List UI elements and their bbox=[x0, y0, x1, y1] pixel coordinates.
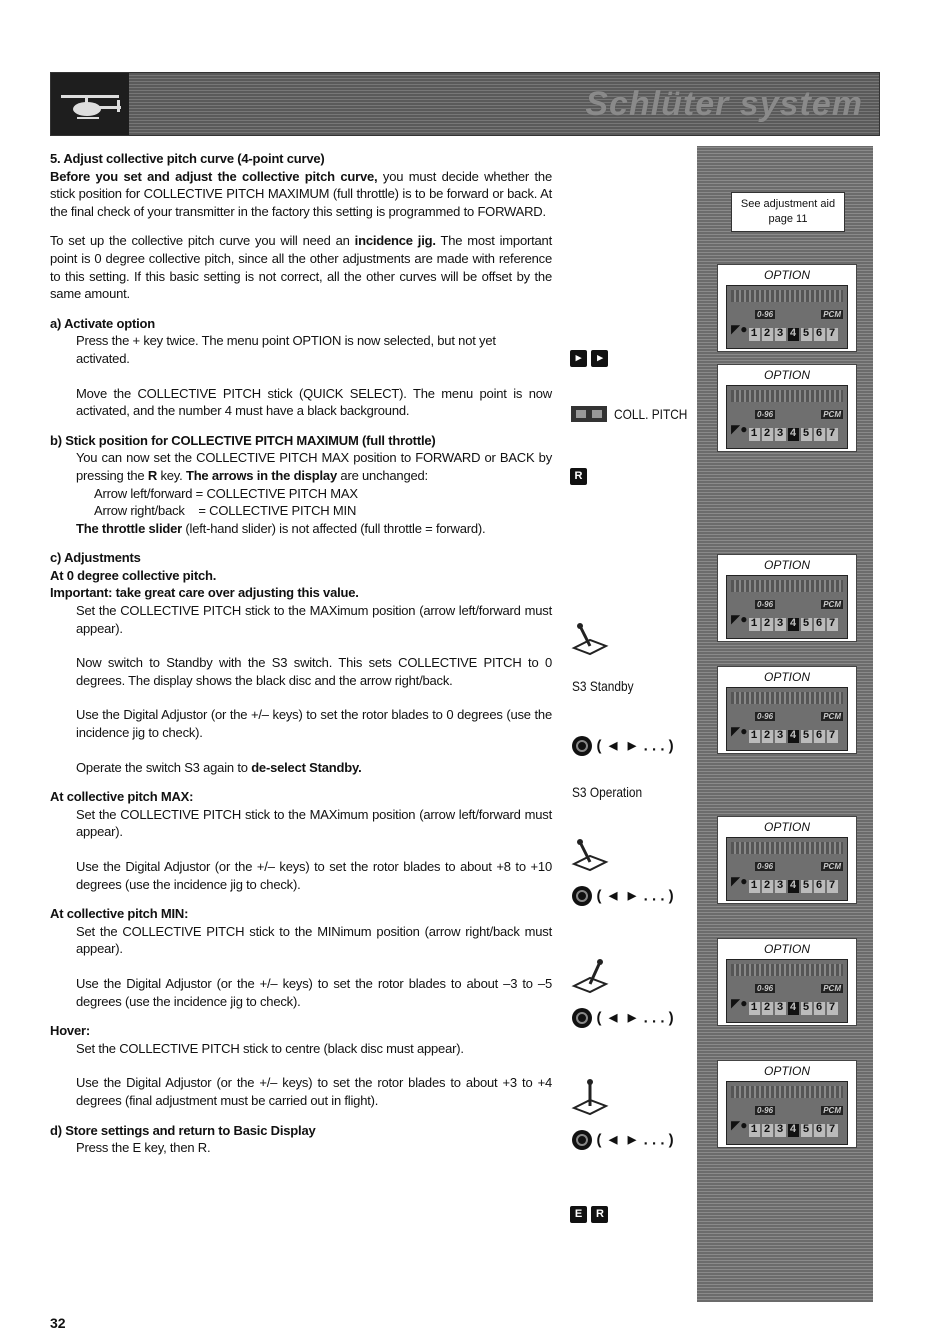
lcd-digit: 5 bbox=[802, 428, 811, 440]
lcd-digit: 6 bbox=[815, 428, 824, 440]
sidebar bbox=[697, 146, 873, 1302]
arrow-disc-icon: ◤● bbox=[731, 612, 748, 626]
jig-text-bold: incidence jig. bbox=[354, 233, 436, 249]
lcd-bar bbox=[731, 1086, 843, 1098]
page-number: 32 bbox=[50, 1315, 66, 1331]
hover-heading: Hover: bbox=[50, 1023, 90, 1039]
lcd-screen bbox=[726, 687, 848, 751]
lcd-digit: 2 bbox=[763, 428, 772, 440]
r-key-icon: R bbox=[591, 1206, 608, 1223]
max-p2: Use the Digital Adjustor (or the +/– keys) to set the rotor blades to about +8 to +10 degrees (use the incidence jig to check). bbox=[76, 859, 552, 892]
lcd-digit: 3 bbox=[776, 730, 785, 742]
lcd-digit-row bbox=[749, 730, 840, 743]
plus-key-icon: ▸ bbox=[570, 350, 587, 367]
step-a-heading: a) Activate option bbox=[50, 315, 155, 331]
arrow-max-line: Arrow left/forward = COLLECTIVE PITCH MAX bbox=[94, 485, 358, 501]
intro-paragraph bbox=[50, 168, 552, 221]
display-title: OPTION bbox=[763, 942, 810, 956]
zero-p3: Use the Digital Adjustor (or the +/– keys) to set the rotor blades to 0 degrees (use the incidence jig to check). bbox=[76, 707, 552, 741]
lcd-digit: 5 bbox=[802, 1124, 811, 1136]
lcd-digit: 6 bbox=[815, 328, 824, 340]
lcd-digit-row bbox=[749, 328, 840, 341]
display-title: OPTION bbox=[763, 368, 810, 382]
lcd-digit: 3 bbox=[776, 328, 785, 340]
step-b-bold: The arrows in the display bbox=[185, 467, 337, 483]
max-p1: Set the COLLECTIVE PITCH stick to the MAXimum position (arrow left/forward must appear). bbox=[76, 806, 552, 840]
arrow-disc-icon: ◤● bbox=[731, 322, 748, 336]
lcd-mode-tag: 0-96 bbox=[757, 310, 774, 319]
step-d-heading: d) Store settings and return to Basic Display bbox=[50, 1122, 316, 1138]
throttle-note bbox=[50, 520, 552, 538]
jig-text-c: The most important point is 0 degree collective pitch, since all the other adjustments are made with reference to this setting. If this basic setting is not correct, all the other curves will be offset by the same amount. bbox=[50, 233, 552, 302]
lcd-digit: 7 bbox=[828, 880, 837, 892]
header-banner bbox=[50, 72, 880, 136]
lcd-screen bbox=[726, 959, 848, 1023]
lcd-bar bbox=[731, 692, 843, 704]
adjustor-row bbox=[572, 736, 674, 756]
s3-operation-label: S3 Operation bbox=[572, 784, 643, 800]
lcd-digit: 2 bbox=[763, 880, 772, 892]
display-title: OPTION bbox=[763, 268, 810, 282]
lcd-digit: 4 bbox=[789, 618, 798, 630]
lcd-pcm-tag: PCM bbox=[823, 712, 841, 721]
lcd-digit: 6 bbox=[815, 880, 824, 892]
step-c-heading: c) Adjustments bbox=[50, 550, 141, 566]
plus-minus-keys: ( ◄ ► . . . ) bbox=[596, 1131, 674, 1149]
lcd-digit: 2 bbox=[763, 1002, 772, 1014]
lcd-digit: 3 bbox=[776, 1124, 785, 1136]
throttle-rest: (left-hand slider) is not affected (full throttle = forward). bbox=[182, 520, 486, 536]
hover-p2: Use the Digital Adjustor (or the +/– keys) to set the rotor blades to about +3 to +4 degrees (final adjustment must be carried out in flight). bbox=[76, 1075, 552, 1108]
plus-keys bbox=[570, 350, 608, 368]
arrow-disc-icon: ◤● bbox=[731, 724, 748, 738]
lcd-digit-row bbox=[749, 1002, 840, 1015]
lcd-digit: 7 bbox=[828, 730, 837, 742]
lcd-digit: 7 bbox=[828, 428, 837, 440]
lcd-digit: 5 bbox=[802, 328, 811, 340]
option-display bbox=[717, 264, 857, 352]
coll-pitch-label: COLL. PITCH bbox=[614, 406, 688, 422]
pitch-stick-icon bbox=[570, 1078, 610, 1118]
lcd-digit: 6 bbox=[815, 1002, 824, 1014]
min-p2: Use the Digital Adjustor (or the +/– keys) to set the rotor blades to about –3 to –5 degrees (use the incidence jig to check). bbox=[76, 975, 552, 1009]
pitch-stick-icon bbox=[570, 618, 610, 658]
lcd-screen bbox=[726, 285, 848, 349]
step-b-text-c: are unchanged: bbox=[337, 467, 428, 483]
store-keys bbox=[570, 1206, 608, 1224]
intro-rest: you must decide whether the stick position for COLLECTIVE PITCH MAXIMUM (full throttle) is to be forward or back. At the final check of your transmitter in the factory this setting is programmed to FORWARD. bbox=[50, 168, 552, 219]
lcd-digit: 5 bbox=[802, 880, 811, 892]
lcd-digit: 1 bbox=[750, 1002, 759, 1014]
digital-adjustor-icon bbox=[572, 736, 592, 756]
lcd-digit-row bbox=[749, 1124, 840, 1137]
lcd-bar bbox=[731, 390, 843, 402]
lcd-digit: 2 bbox=[763, 328, 772, 340]
display-title: OPTION bbox=[763, 558, 810, 572]
pitch-stick-icon bbox=[570, 834, 610, 874]
lcd-pcm-tag: PCM bbox=[823, 600, 841, 609]
zero-p4 bbox=[50, 759, 552, 777]
option-display bbox=[717, 666, 857, 754]
lcd-digit: 1 bbox=[750, 1124, 759, 1136]
s3-standby-label: S3 Standby bbox=[572, 678, 634, 694]
zero-p4-bold: de-select Standby. bbox=[251, 759, 362, 775]
lcd-digit: 6 bbox=[815, 1124, 824, 1136]
lcd-digit: 4 bbox=[789, 428, 798, 440]
max-heading: At collective pitch MAX: bbox=[50, 789, 194, 805]
zero-p2: Now switch to Standby with the S3 switch. This sets COLLECTIVE PITCH to 0 degrees. The display shows the black disc and the arrow right/back. bbox=[76, 655, 552, 688]
display-title: OPTION bbox=[763, 820, 810, 834]
aid-line-2: page 11 bbox=[768, 213, 808, 225]
key-icon-column bbox=[570, 340, 700, 1240]
lcd-pcm-tag: PCM bbox=[823, 410, 841, 419]
lcd-digit: 3 bbox=[776, 618, 785, 630]
lcd-digit: 6 bbox=[815, 730, 824, 742]
lcd-digit: 7 bbox=[828, 328, 837, 340]
e-key-icon: E bbox=[570, 1206, 587, 1223]
lcd-pcm-tag: PCM bbox=[823, 862, 841, 871]
lcd-pcm-tag: PCM bbox=[823, 310, 841, 319]
lcd-bar bbox=[731, 964, 843, 976]
lcd-digit-row bbox=[749, 428, 840, 441]
lcd-bar bbox=[731, 842, 843, 854]
lcd-screen bbox=[726, 385, 848, 449]
digital-adjustor-icon bbox=[572, 1008, 592, 1028]
option-display bbox=[717, 816, 857, 904]
step-b-text-a: You can now set the COLLECTIVE PITCH MAX position to FORWARD or BACK by pressing the bbox=[76, 450, 552, 483]
lcd-digit: 3 bbox=[776, 880, 785, 892]
step-a-p2: Move the COLLECTIVE PITCH stick (QUICK SELECT). The menu point is now activated, and the number 4 must have a black background. bbox=[76, 385, 552, 419]
plus-minus-keys: ( ◄ ► . . . ) bbox=[596, 1009, 674, 1027]
lcd-screen bbox=[726, 1081, 848, 1145]
digital-adjustor-icon bbox=[572, 1130, 592, 1150]
option-display bbox=[717, 1060, 857, 1148]
lcd-mode-tag: 0-96 bbox=[757, 600, 774, 609]
lcd-digit: 1 bbox=[750, 428, 759, 440]
throttle-bold: The throttle slider bbox=[76, 520, 182, 536]
coll-pitch-item bbox=[570, 404, 608, 424]
option-display bbox=[717, 554, 857, 642]
lcd-digit: 2 bbox=[763, 618, 772, 630]
step-b-p1 bbox=[50, 449, 552, 484]
arrow-min-line: Arrow right/back = COLLECTIVE PITCH MIN bbox=[94, 503, 357, 519]
lcd-digit: 7 bbox=[828, 1002, 837, 1014]
lcd-digit: 5 bbox=[802, 618, 811, 630]
min-p1: Set the COLLECTIVE PITCH stick to the MINimum position (arrow right/back must appear). bbox=[76, 923, 552, 957]
lcd-mode-tag: 0-96 bbox=[757, 410, 774, 419]
stick-switch-icon bbox=[570, 404, 608, 424]
step-b-key: R bbox=[147, 467, 158, 483]
lcd-digit: 4 bbox=[789, 730, 798, 742]
lcd-digit: 7 bbox=[828, 1124, 837, 1136]
r-key-row bbox=[570, 468, 587, 486]
lcd-mode-tag: 0-96 bbox=[757, 862, 774, 871]
arrow-disc-icon: ◤● bbox=[731, 874, 748, 888]
zero-p1: Set the COLLECTIVE PITCH stick to the MAXimum position (arrow left/forward must appear). bbox=[76, 603, 552, 636]
lcd-mode-tag: 0-96 bbox=[757, 712, 774, 721]
lcd-digit: 4 bbox=[789, 880, 798, 892]
lcd-digit: 1 bbox=[750, 328, 759, 340]
helicopter-icon bbox=[51, 73, 129, 135]
adjustor-row bbox=[572, 886, 674, 906]
lcd-digit: 4 bbox=[789, 328, 798, 340]
lcd-bar bbox=[731, 290, 843, 302]
lcd-digit: 3 bbox=[776, 428, 785, 440]
step-d-p1: Press the E key, then R. bbox=[76, 1140, 211, 1156]
lcd-digit: 5 bbox=[802, 1002, 811, 1014]
lcd-digit: 2 bbox=[763, 1124, 772, 1136]
display-title: OPTION bbox=[763, 670, 810, 684]
min-heading: At collective pitch MIN: bbox=[50, 906, 189, 922]
step-a-p1: Press the + key twice. The menu point OPTION is now selected, but not yet activated. bbox=[76, 333, 496, 366]
lcd-digit: 3 bbox=[776, 1002, 785, 1014]
r-key-icon: R bbox=[570, 468, 587, 485]
option-display bbox=[717, 938, 857, 1026]
arrow-disc-icon: ◤● bbox=[731, 996, 748, 1010]
pitch-stick-icon bbox=[570, 956, 610, 996]
lcd-digit: 2 bbox=[763, 730, 772, 742]
step-b-heading: b) Stick position for COLLECTIVE PITCH MAXIMUM (full throttle) bbox=[50, 432, 436, 448]
lcd-mode-tag: 0-96 bbox=[757, 1106, 774, 1115]
arrow-disc-icon: ◤● bbox=[731, 422, 748, 436]
lcd-screen bbox=[726, 575, 848, 639]
plus-key-icon: ▸ bbox=[591, 350, 608, 367]
lcd-pcm-tag: PCM bbox=[823, 984, 841, 993]
lcd-digit-row bbox=[749, 618, 840, 631]
jig-text-a: To set up the collective pitch curve you will need an bbox=[50, 233, 355, 249]
lcd-digit-row bbox=[749, 880, 840, 893]
adjustor-row bbox=[572, 1130, 674, 1150]
plus-minus-keys: ( ◄ ► . . . ) bbox=[596, 737, 674, 755]
plus-minus-keys: ( ◄ ► . . . ) bbox=[596, 887, 674, 905]
digital-adjustor-icon bbox=[572, 886, 592, 906]
zero-p4-text: Operate the switch S3 again to bbox=[76, 759, 252, 775]
adjustor-row bbox=[572, 1008, 674, 1028]
zero-pitch-heading: At 0 degree collective pitch. bbox=[50, 567, 217, 583]
step-b-text-b: key. bbox=[157, 467, 186, 483]
lcd-digit: 1 bbox=[750, 618, 759, 630]
section-heading: 5. Adjust collective pitch curve (4-point curve) bbox=[50, 151, 325, 166]
display-title: OPTION bbox=[763, 1064, 810, 1078]
lcd-bar bbox=[731, 580, 843, 592]
lcd-screen bbox=[726, 837, 848, 901]
lcd-digit: 6 bbox=[815, 618, 824, 630]
lcd-digit: 5 bbox=[802, 730, 811, 742]
lcd-digit: 7 bbox=[828, 618, 837, 630]
main-text bbox=[50, 150, 552, 1157]
lcd-digit: 4 bbox=[789, 1124, 798, 1136]
intro-bold: Before you set and adjust the collective pitch curve, bbox=[50, 168, 378, 184]
option-display bbox=[717, 364, 857, 452]
lcd-pcm-tag: PCM bbox=[823, 1106, 841, 1115]
arrow-disc-icon: ◤● bbox=[731, 1118, 748, 1132]
aid-line-1: See adjustment aid bbox=[740, 198, 836, 210]
adjustment-aid-note bbox=[731, 192, 845, 232]
jig-paragraph bbox=[50, 232, 552, 302]
lcd-mode-tag: 0-96 bbox=[757, 984, 774, 993]
important-note: Important: take great care over adjusting this value. bbox=[50, 585, 359, 601]
page-title: Schlüter system bbox=[585, 85, 863, 123]
lcd-digit: 1 bbox=[750, 730, 759, 742]
lcd-digit: 1 bbox=[750, 880, 759, 892]
lcd-digit: 4 bbox=[789, 1002, 798, 1014]
hover-p1: Set the COLLECTIVE PITCH stick to centre (black disc must appear). bbox=[76, 1040, 464, 1056]
